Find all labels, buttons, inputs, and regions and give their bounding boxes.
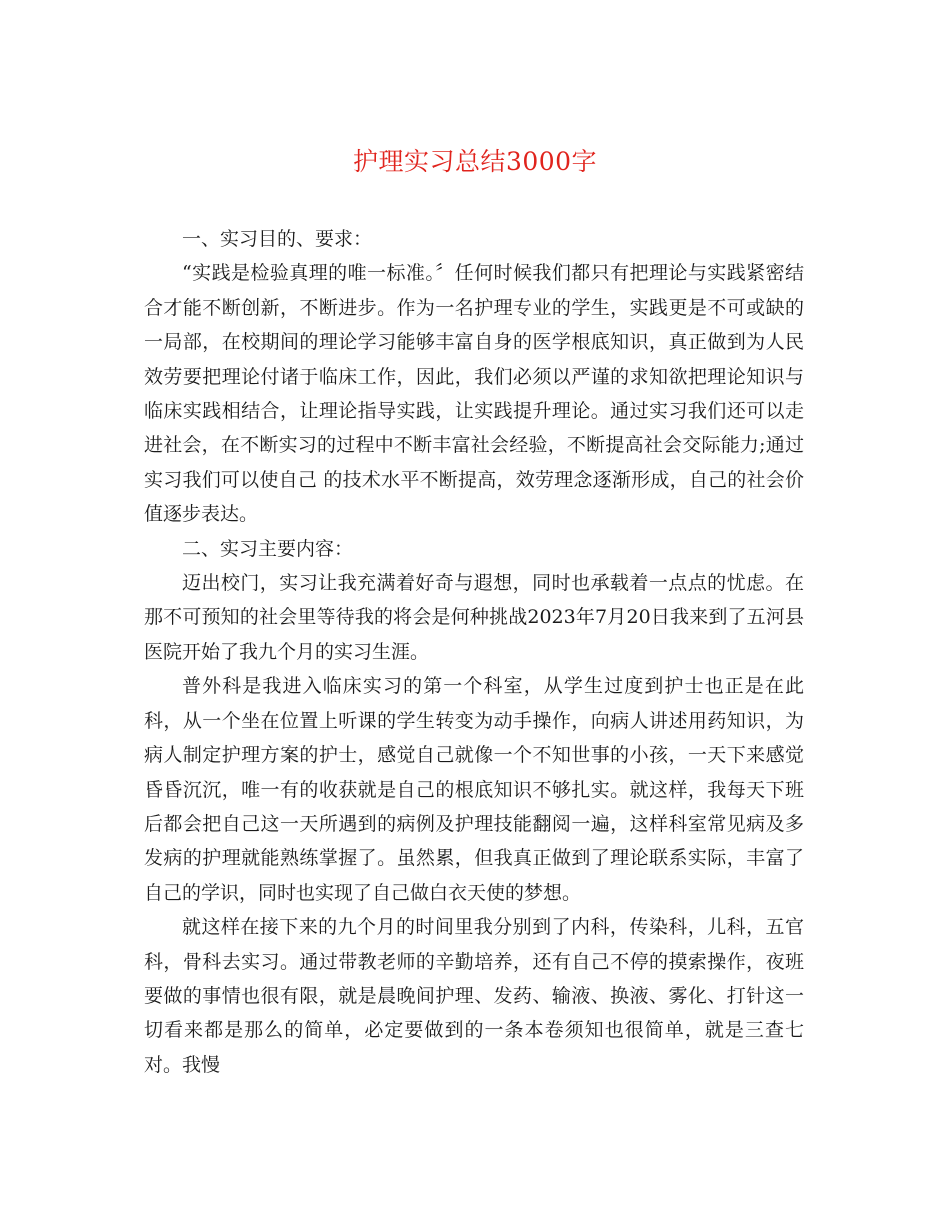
- paragraph-purpose: “实践是检验真理的唯一标准。〞任何时候我们都只有把理论与实践紧密结合才能不断创新，不断进步。作为一名护理专业的学生，实践更是不可或缺的一局部，在校期间的理论学习能够丰富自身的医学根底知识，真正做到为人民效劳要把理论付诸于临床工作，因此，我们必须以严谨的求知欲把理论知识与临床实践相结合，让理论指导实践，让实践提升理论。通过实习我们还可以走进社会，在不断实习的过程中不断丰富社会经验，不断提高社会交际能力;通过实习我们可以使自己 的技术水平不断提高，效劳理念逐渐形成，自己的社会价值逐步表达。: [144, 262, 804, 526]
- paragraph-rotation: 就这样在接下来的九个月的时间里我分别到了内科，传染科，儿科，五官科，骨科去实习。通过带教老师的辛勤培养，还有自己不停的摸索操作，夜班要做的事情也很有限，就是晨晚间护理、发药、输液、换液、雾化、打针这一切看来都是那么的简单，必定要做到的一条本卷须知也很简单，就是三查七对。我慢: [144, 916, 804, 1076]
- document-title: 护理实习总结3000字: [352, 147, 598, 176]
- document-body: [144, 222, 804, 1082]
- section-heading-content: 二、实习主要内容：: [182, 537, 354, 560]
- section-heading-purpose: 一、实习目的、要求：: [182, 228, 373, 250]
- paragraph-start: 迈出校门，实习让我充满着好奇与遐想，同时也承载着一点点的忧虑。在那不可预知的社会里等待我的将会是何种挑战2023年7月20日我来到了五河县医院开始了我九个月的实习生涯。: [144, 572, 804, 663]
- paragraph-surgery: 普外科是我进入临床实习的第一个科室，从学生过度到护士也正是在此科，从一个坐在位置上听课的学生转变为动手操作，向病人讲述用药知识，为病人制定护理方案的护士，感觉自己就像一个不知世事的小孩，一天下来感觉昏昏沉沉，唯一有的收获就是自己的根底知识不够扎实。就这样，我每天下班后都会把自己这一天所遇到的病例及护理技能翻阅一遍，这样科室常见病及多发病的护理就能熟练掌握了。虽然累，但我真正做到了理论联系实际，丰富了自己的学识，同时也实现了自己做白衣天使的梦想。: [144, 675, 804, 904]
